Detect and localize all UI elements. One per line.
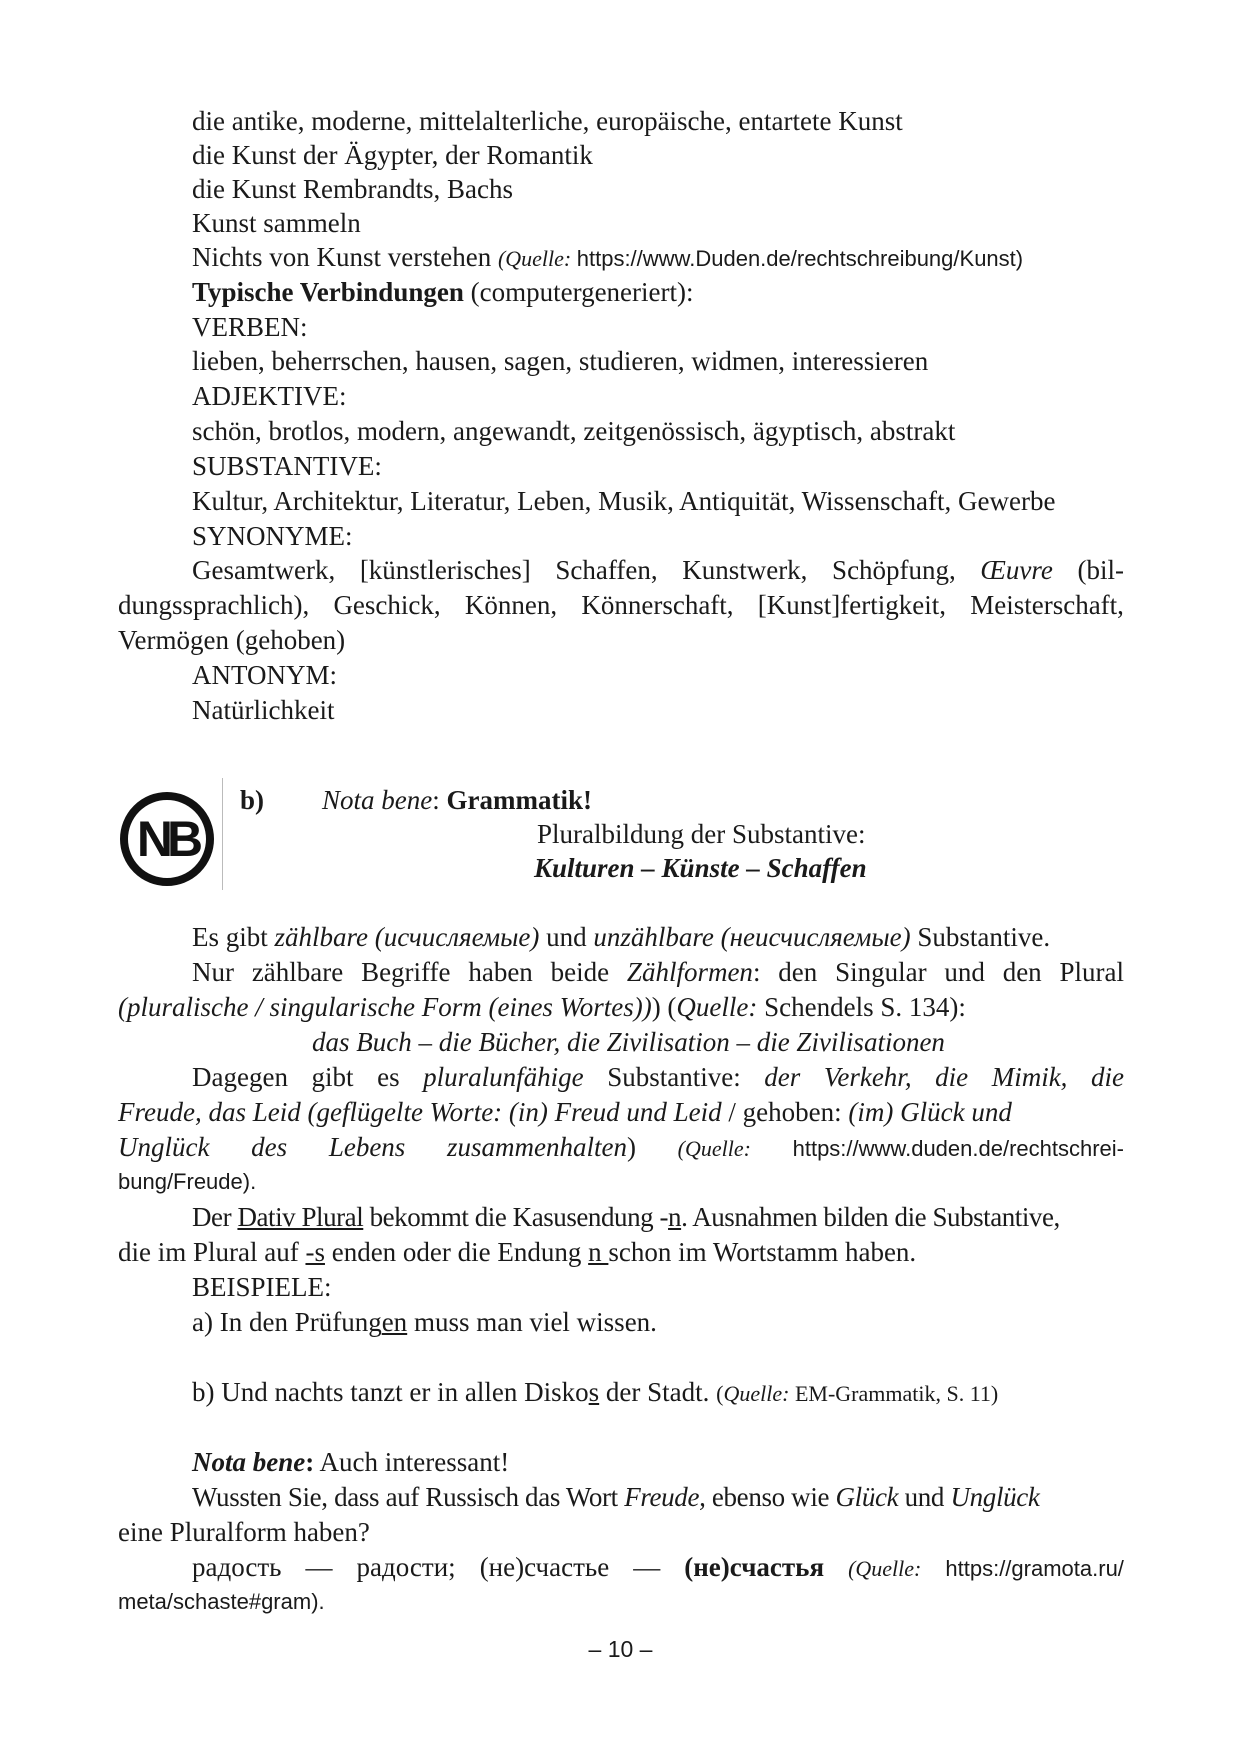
nb-heading [322,783,592,817]
text: Freude, das Leid (geflügelte Worte: (in) Freud und Leid [118,1097,722,1127]
syn-word: Können, [464,590,558,620]
nb-letter: b) [240,785,265,815]
text: die im Plural auf [118,1237,306,1267]
nb-logo-text: NB [136,811,198,867]
verben-list: lieben, beherrschen, hausen, sagen, studieren, widmen, interessieren [192,346,929,376]
para-3-line-3 [118,1130,1124,1166]
kunst-line-5-text: Nichts von Kunst verstehen [192,242,498,272]
verbindungen-title-bold: Typische Verbindungen [192,277,464,307]
verbindungen-title-rest: (computergeneriert): [463,277,694,307]
substantive-label: SUBSTANTIVE: [192,451,382,481]
syn-word: Kunstwerk, [682,555,808,585]
page-number: – 10 – [588,1636,653,1662]
synonyme-line-3: Vermögen (gehoben) [118,625,346,655]
text: Freude, [624,1482,706,1512]
para-4-line-2 [118,1235,916,1269]
syn-word: Gesamtwerk, [192,555,336,585]
source-url: https://www.Duden.de/rechtschreibung/Kunst) [576,246,1024,271]
text: a) In den Prüfung [192,1307,382,1337]
para-6-line-2: meta/schaste#gram). [118,1589,325,1614]
synonyme-label: SYNONYME: [192,521,353,551]
para-4-line-1 [192,1200,1060,1234]
word: Singular [835,957,927,987]
syn-word: dungssprachlich), [118,590,310,620]
text: -s [305,1237,325,1267]
text: / gehoben: [721,1097,849,1127]
text: Schendels S. 134): [757,992,966,1022]
nb-heading-bold: Grammatik! [446,785,592,815]
syn-word: Könnerschaft, [581,590,734,620]
word: Zählformen: [626,957,761,987]
nota-bene-2 [192,1445,509,1479]
para-3-line-1 [192,1060,1124,1094]
kunst-line-2: die Kunst der Ägypter, der Romantik [192,140,593,170]
text: muss man viel wissen. [407,1307,657,1337]
word: Substantive: [607,1062,741,1092]
word: Mimik, [991,1062,1068,1092]
text: bekommt die Kasusendung - [363,1202,669,1232]
syn-word: Schaffen, [555,555,658,585]
para-3-line-2 [118,1095,1012,1129]
syn-word: Schöpfung, [832,555,956,585]
word: zusammenhalten) [446,1132,636,1162]
para-6-line-1 [192,1550,1124,1586]
antonym-value: Natürlichkeit [192,695,335,725]
word: (не)счастья [684,1552,825,1582]
nb-example-title: Kulturen – Künste – Schaffen [534,853,867,883]
para-5-line-2: eine Pluralform haben? [118,1517,370,1547]
word: gibt [311,1062,354,1092]
word: Unglück [118,1132,210,1162]
syn-word: Meisterschaft, [970,590,1124,620]
text: und [898,1482,951,1512]
verbindungen-title [192,275,694,309]
word: den [1002,957,1042,987]
word: радость [192,1552,282,1582]
text: Dativ Plural [237,1202,364,1232]
text: Unglück [950,1482,1040,1512]
antonym-label: ANTONYM: [192,660,338,690]
synonyme-line-1 [192,553,1124,587]
text: . Ausnahmen bilden die Substantive, [681,1202,1060,1232]
syn-word: [künstlerisches] [359,555,531,585]
word: Dagegen [192,1062,288,1092]
synonyme-line-2 [118,588,1124,622]
text: n [668,1202,682,1232]
nb-subtitle: Pluralbildung der Substantive: [537,819,866,849]
word: Begriffe [361,957,451,987]
text: (pluralische / singularische Form (eines Wortes)) [118,992,652,1022]
word: des [251,1132,288,1162]
text: Quelle: [676,992,758,1022]
syn-word: (bil- [1077,555,1124,585]
nb-logo-box [118,778,223,890]
text: : [305,1447,315,1477]
word: радости; [356,1552,456,1582]
word: die [935,1062,969,1092]
text: s [588,1377,600,1407]
para-1 [192,920,1050,954]
nb-heading-colon: : [432,785,447,815]
word: haben [468,957,533,987]
text: der Stadt. [599,1377,717,1407]
word: und [944,957,985,987]
source-label: (Quelle: [677,1136,751,1161]
text: und [539,922,594,952]
kunst-line-1: die antike, moderne, mittelalterliche, europäische, entartete Kunst [192,106,903,136]
text: zählbare (исчисляемые) [274,922,540,952]
syn-word: Geschick, [333,590,441,620]
text: ) ( [651,992,677,1022]
text: Wussten Sie, dass auf Russisch das Wort [192,1482,625,1512]
word: pluralunfähige [423,1062,584,1092]
text: Auch interessant! [314,1447,510,1477]
nb-heading-italic: Nota bene [322,785,433,815]
word: Lebens [328,1132,406,1162]
text: Nota bene [192,1447,306,1477]
syn-word-oeuvre: Œuvre [980,555,1053,585]
word: der [764,1062,801,1092]
source-url: https://gramota.ru/ [945,1556,1124,1581]
text: n [588,1237,609,1267]
text: (im) Glück und [848,1097,1012,1127]
kunst-line-5 [192,240,1023,276]
source-label: (Quelle: [848,1556,922,1581]
word: — [305,1552,333,1582]
substantive-list: Kultur, Architektur, Literatur, Leben, Musik, Antiquität, Wissenschaft, Gewerbe [192,486,1056,516]
beispiele-label: BEISPIELE: [192,1272,332,1302]
text: enden oder die Endung [324,1237,589,1267]
nota-bene-logo [118,790,216,888]
example-centered: das Buch – die Bücher, die Zivilisation – die Zivilisationen [312,1027,945,1057]
word: Plural [1059,957,1124,987]
example-a [192,1305,657,1339]
word: es [377,1062,400,1092]
adjektive-label: ADJEKTIVE: [192,381,347,411]
syn-word: [Kunst]fertigkeit, [757,590,946,620]
word: — [633,1552,661,1582]
word: Nur [192,957,234,987]
adjektive-list: schön, brotlos, modern, angewandt, zeitgenössisch, ägyptisch, abstrakt [192,416,956,446]
text: Es gibt [192,922,275,952]
para-2-line-2 [118,990,966,1024]
text: ebenso wie [705,1482,836,1512]
verben-label: VERBEN: [192,312,308,342]
para-2-line-1 [192,955,1124,989]
text: unzählbare (неисчисляемые) [593,922,911,952]
para-5-line-1 [192,1480,1040,1514]
source-url: https://www.duden.de/rechtschrei- [792,1136,1124,1161]
example-b [192,1375,998,1411]
text: b) Und nachts tanzt er in allen Disko [192,1377,589,1407]
word: (не)счастье [479,1552,610,1582]
source-label: (Quelle: [497,246,577,271]
kunst-line-4: Kunst sammeln [192,208,361,238]
text: Der [192,1202,238,1232]
word: zählbare [251,957,344,987]
source: (Quelle: EM-Grammatik, S. 11) [716,1381,999,1406]
text: Glück [835,1482,899,1512]
text: Substantive. [910,922,1051,952]
word: den [778,957,818,987]
text: schon im Wortstamm haben. [608,1237,917,1267]
word: die [1091,1062,1124,1092]
word: beide [550,957,610,987]
para-3-line-4: bung/Freude). [118,1169,257,1194]
word: Verkehr, [823,1062,912,1092]
text: en [381,1307,408,1337]
kunst-line-3: die Kunst Rembrandts, Bachs [192,174,513,204]
